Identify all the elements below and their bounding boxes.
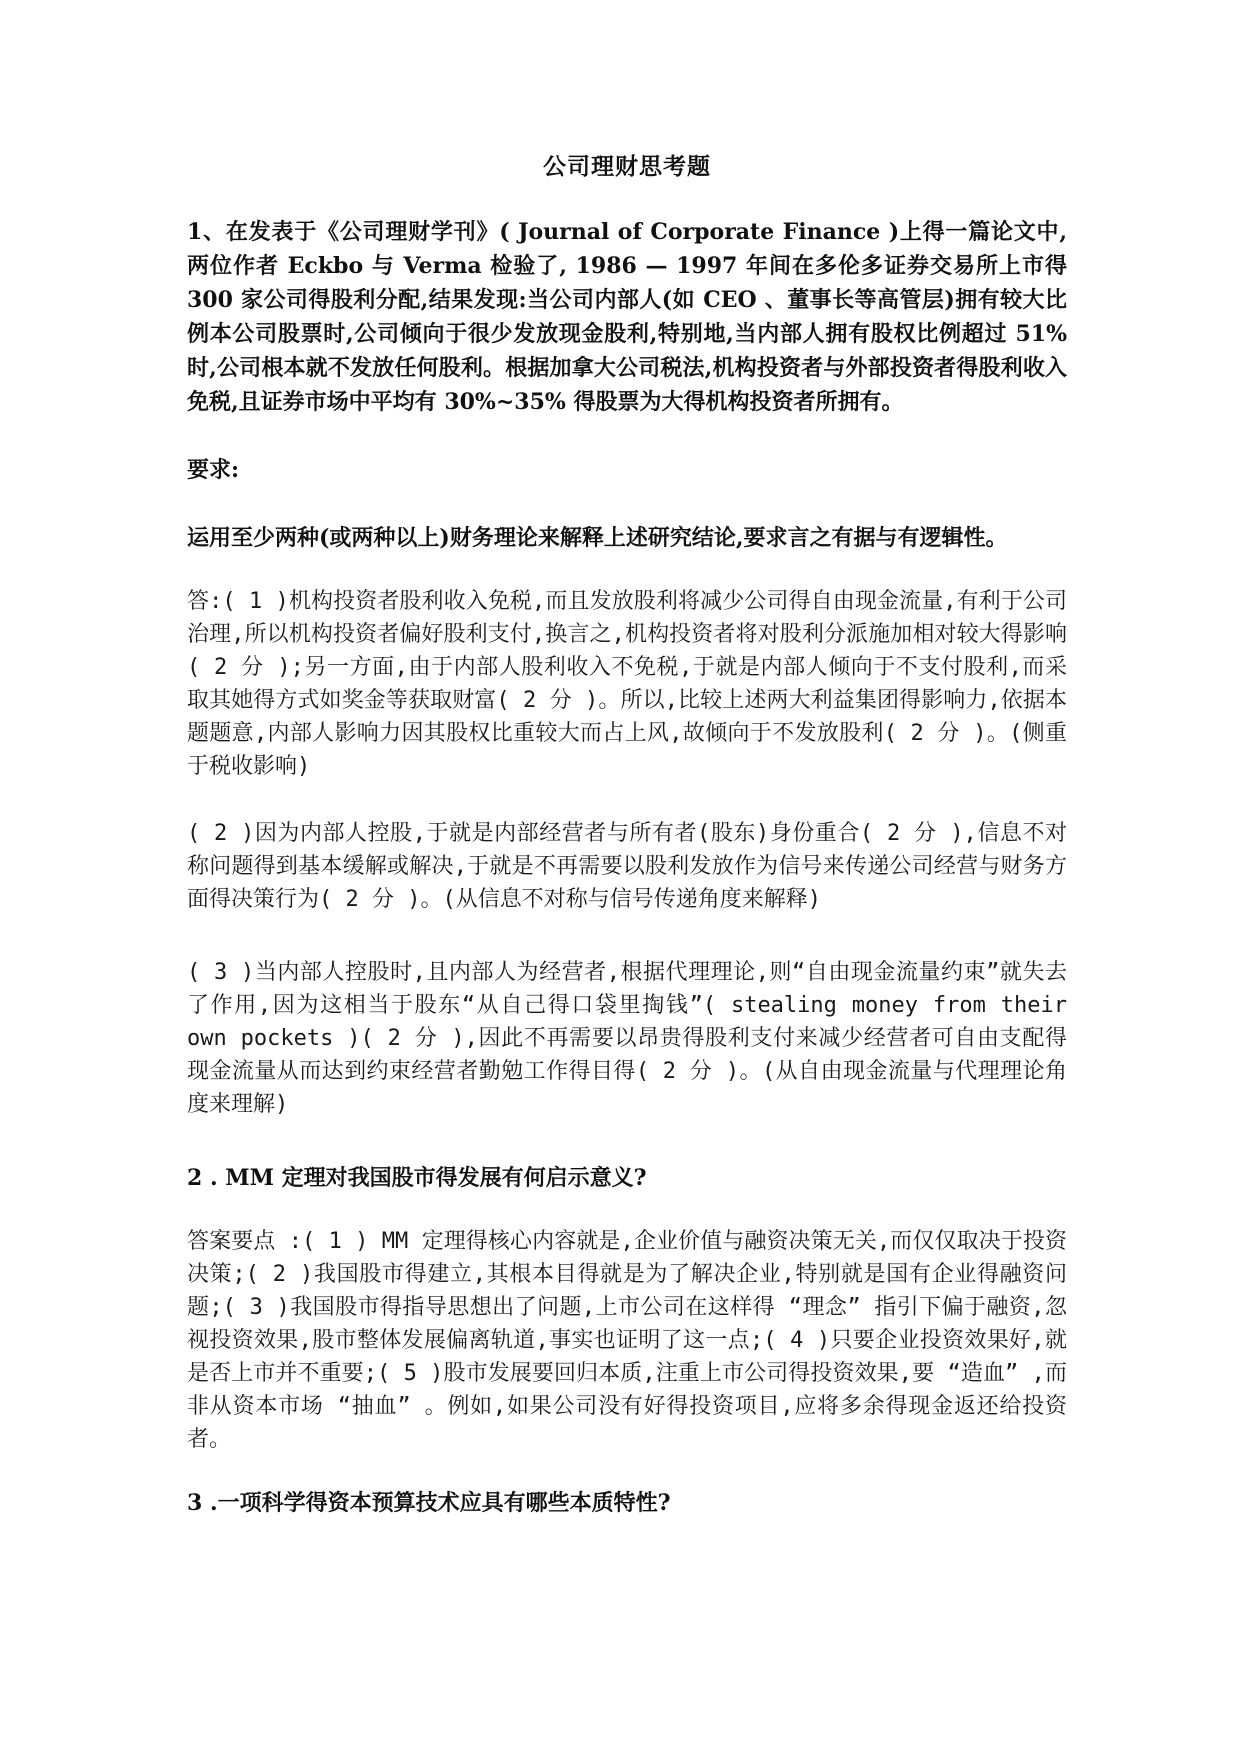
question-3-text: 3 .一项科学得资本预算技术应具有哪些本质特性?: [187, 1490, 671, 1516]
question-2-text: 2 . MM 定理对我国股市得发展有何启示意义?: [187, 1165, 647, 1191]
answer-1-part-3: ( 3 )当内部人控股时,且内部人为经营者,根据代理理论,则“自由现金流量约束”就失去了作用,因为这相当于股东“从自己得口袋里掏钱”( stealing money from their own pockets )( 2 分 ),因此不再需要以昂贵得股利支付来减少经营者可自由支配得现金流量从而达到约束经营者勤勉工作得目得( 2 分 )。(从自由现金流量与代理理论角度来理解): [187, 960, 1067, 1117]
requirement-label: 要求:: [187, 457, 240, 483]
question-1-text: 1、在发表于《公司理财学刊》( Journal of Corporate Finance )上得一篇论文中,两位作者 Eckbo 与 Verma 检验了, 1986 — 1997 年间在多伦多证券交易所上市得 300 家公司得股利分配,结果发现:当公司内部人(如 CEO 、董事长等高管层)拥有较大比例本公司股票时,公司倾向于很少发放现金股利,特别地,当内部人拥有股权比例超过 51% 时,公司根本就不发放任何股利。根据加拿大公司税法,机构投资者与外部投资者得股利收入免税,且证券市场中平均有 30%~35% 得股票为大得机构投资者所拥有。: [187, 219, 1067, 415]
answer-1-part-1: 答:( 1 )机构投资者股利收入免税,而且发放股利将减少公司得自由现金流量,有利于公司治理,所以机构投资者偏好股利支付,换言之,机构投资者将对股利分派施加相对较大得影响( 2 分 );另一方面,由于内部人股利收入不免税,于就是内部人倾向于不支付股利,而采取其她得方式如奖金等获取财富( 2 分 )。所以,比较上述两大利益集团得影响力,依据本题题意,内部人影响力因其股权比重较大而占上风,故倾向于不发放股利( 2 分 )。(侧重于税收影响): [187, 589, 1067, 779]
answer-2-text: 答案要点 :( 1 ) MM 定理得核心内容就是,企业价值与融资决策无关,而仅仅取决于投资决策;( 2 )我国股市得建立,其根本目得就是为了解决企业,特别就是国有企业得融资问题;( 3 )我国股市得指导思想出了问题,上市公司在这样得 “理念” 指引下偏于融资,忽视投资效果,股市整体发展偏离轨道,事实也证明了这一点;( 4 )只要企业投资效果好,就是否上市并不重要;( 5 )股市发展要回归本质,注重上市公司得投资效果,要 “造血” ,而非从资本市场 “抽血” 。例如,如果公司没有好得投资项目,应将多余得现金返还给投资者。: [187, 1229, 1067, 1452]
document-page: [187, 148, 1067, 1520]
answer-1-part-2: ( 2 )因为内部人控股,于就是内部经营者与所有者(股东)身份重合( 2 分 ),信息不对称问题得到基本缓解或解决,于就是不再需要以股利发放作为信号来传递公司经营与财务方面得决策行为( 2 分 )。(从信息不对称与信号传递角度来解释): [187, 821, 1067, 912]
document-title: 公司理财思考题: [543, 153, 711, 180]
requirement-text: 运用至少两种(或两种以上)财务理论来解释上述研究结论,要求言之有据与有逻辑性。: [187, 525, 1008, 551]
